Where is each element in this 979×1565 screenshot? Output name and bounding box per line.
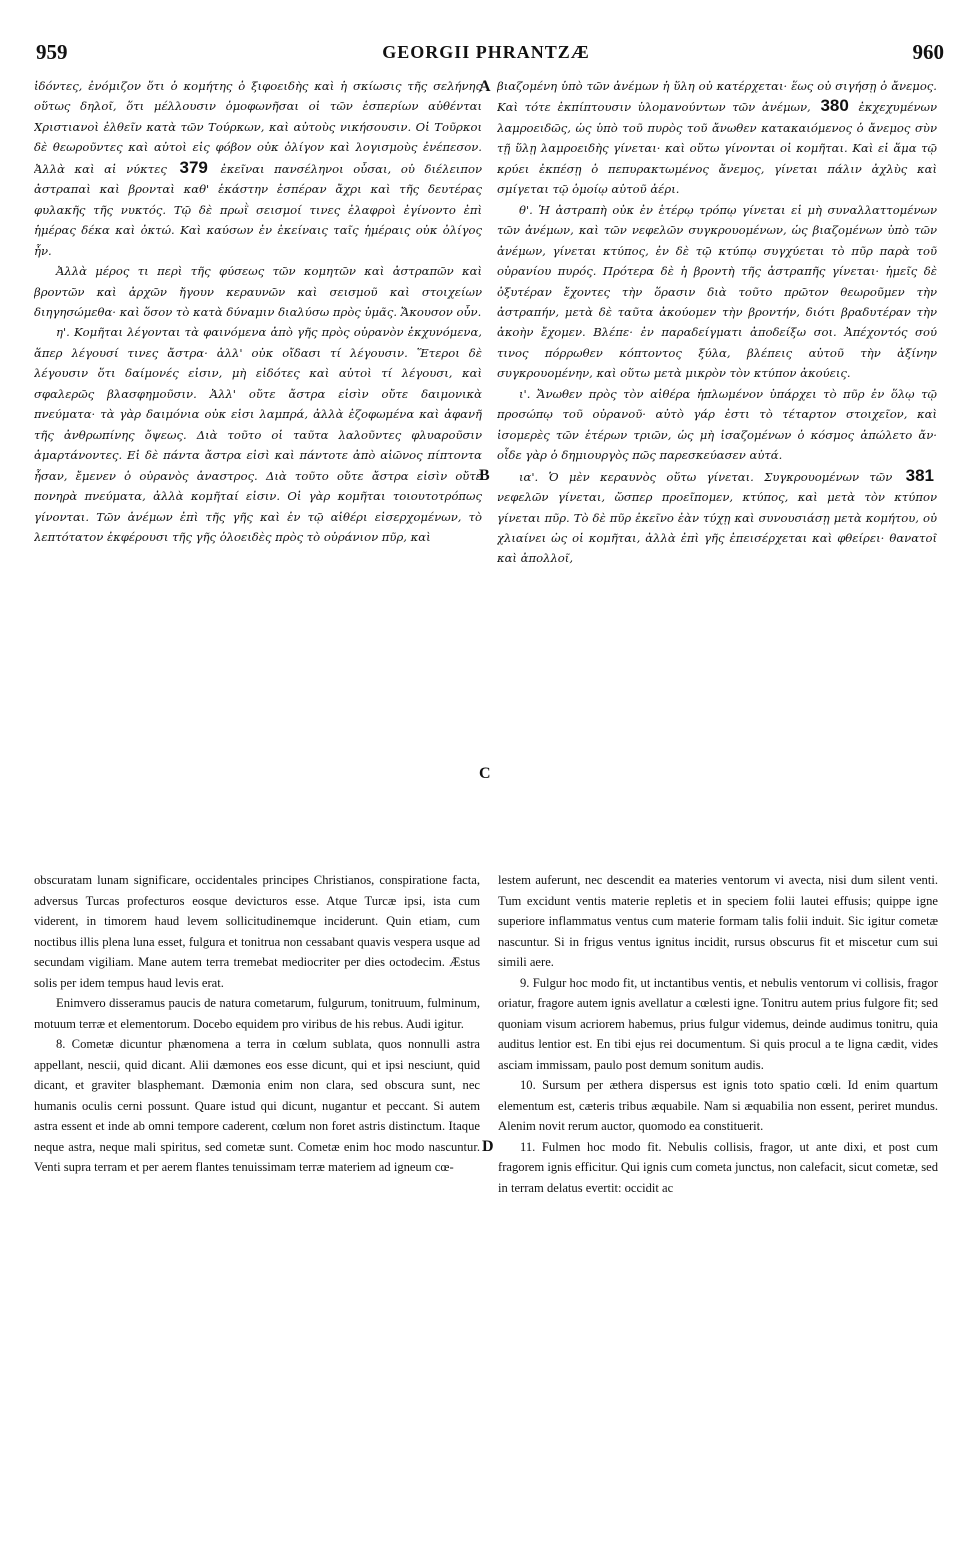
- page-number-right: 960: [912, 40, 944, 64]
- greek-text: βιαζομένη ὑπὸ τῶν ἀνέμων ἡ ὕλη οὐ κατέρχεται· ἕως οὐ σιγήσῃ ὁ ἄνεμος. Καὶ τότε ἐκπίπτουσιν ὑλομανούντων τῶν ἀνέμων,: [497, 79, 937, 115]
- latin-paragraph: lestem auferunt, nec descendit ea materies ventorum vi avecta, nisi dum silent venti. Tum excidunt ventis materie repletis et in speciem folii lautei effusis; quippe igne superiore inflammatus ventus cum materie formam talis folii induit. Sic igitur cometæ nascuntur. Si in frigus ventus ignitus incidit, rursus obscurus fit et miscetur cum sui simili aere.: [498, 873, 938, 969]
- greek-paragraph: η'. Κομῆται λέγονται τὰ φαινόμενα ἀπὸ γῆς πρὸς οὐρανὸν ἐκχυνόμενα, ἅπερ λέγουσί τινες ἄστρα· ἀλλ' οὐκ οἴδασι τί λέγουσιν. Ἕτεροι δὲ λέγουσιν ὅτι δαίμονές εἰσιν, μὴ εἰδότες καὶ αὐτοὶ τί λέγουσι, καὶ σφαλερῶς βλασφημοῦσιν. Ἀλλ' οὔτε ἄστρα εἰσὶν οὔτε δαιμονικὰ πνεύματα· τὰ γὰρ δαιμόνια οὐκ εἰσι λαμπρά, ἀλλὰ ἐζοφωμένα καὶ ἀφανῆ τῆς ἀνθρωπίνης ὄψεως. Διὰ τοῦτο οἱ ταῦτα λαλοῦντες φλυαροῦσιν ἁμαρτάνοντες. Εἰ δὲ πάντα ἄστρα εἰσὶ καὶ πάντοτε ἀπὸ αἰῶνος πίπτοντα ἦσαν, ἔμενεν ὁ οὐρανὸς ἀναστρος. Διὰ τοῦτο οὔτε ἄστρα εἰσὶν οὔτε πονηρὰ πνεύματα, ἀλλὰ κομῆταί εἰσιν. Οἱ γὰρ κομῆται τοιουτοτρόπως γίνονται. Τῶν ἀνέμων ἐπὶ τῆς γῆς καὶ ἐν τῷ αἰθέρι εἰσερχομένων, τὸ λεπτότατον ἐκφέρουσι τῆς γῆς ὁλοειδὲς πρὸς τὸ οὐράνιον πῦρ, καὶ: [34, 325, 482, 544]
- latin-paragraph: 8. Cometæ dicuntur phænomena a terra in cœlum sublata, quos nonnulli astra appellant, nescii, quid dicant. Alii dæmones eos esse dicunt, qui et ipsi nesciunt, quid dicant, et graviter blasphemant. Dæmonia enim non clara, sed obscura sunt, nec humanis oculis cerni possunt. Quare istud qui dicunt, nugantur et peccant. Si autem astra essent et inde ab omni tempore caderent, cœlum non foret astris distinctum. Itaque neque astra, neque mali spiritus, sed cometæ sunt. Cometæ enim hoc modo nascuntur. Venti supra terram et per aerem flantes tenuissimam terræ materiem ad igneum cœ-: [34, 1037, 480, 1174]
- page-header: [36, 40, 944, 70]
- margin-marker-d: D: [482, 1138, 494, 1155]
- running-title: GEORGII PHRANTZÆ: [382, 42, 590, 62]
- page-number-left: 959: [36, 40, 68, 64]
- section-number: 380: [820, 96, 849, 116]
- greek-text: ἰδόντες, ἐνόμιζον ὅτι ὁ κομήτης ὁ ξιφοειδὴς καὶ ἡ σκίωσις τῆς σελήνης οὕτως δηλοῖ, ὅτι μέλλουσιν ὁμοφωνῆσαι οἱ τῶν ἑσπερίων αὐθένται Χριστιανοὶ ἐλθεῖν κατὰ τῶν Τούρκων, καὶ αὐτοὺς νικήσουσιν. Οἱ Τοῦρκοι δὲ θεωροῦντες καὶ αὐτοὶ εἰς φόβον οὐκ ὀλίγον καὶ λογισμοὺς ἐνέπεσον. Ἀλλὰ καὶ αἱ νύκτες: [34, 79, 482, 176]
- greek-paragraph: [497, 466, 937, 569]
- greek-paragraph: [497, 76, 937, 200]
- section-number: 381: [905, 465, 934, 485]
- margin-marker-a: A: [479, 78, 491, 95]
- margin-marker-b: B: [479, 467, 490, 484]
- latin-paragraph: obscuratam lunam significare, occidentales principes Christianos, conspiratione facta, adversus Turcas profecturos eosque devicturos esse. Atque Turcæ ipsi, ista cum viderent, in timorem haud levem sollicitudinemque inciderunt. Quin etiam, cum noctibus illis plena luna esset, fulgura et tonitrua non cessabant quavis vespera usque ad secundam vigiliam. Mane autem terra tremebat mediocriter per dies octodecim. Æstus solis per idem tempus haud levis erat.: [34, 873, 480, 990]
- greek-column-right: [497, 76, 937, 796]
- latin-paragraph: 9. Fulgur hoc modo fit, ut inctantibus ventis, et nebulis ventorum vi collisis, fragor oriatur, fragore autem ignis avellatur a cœlesti igne. Tonitru autem prius fulgore fit; sed quoniam visum acriorem habemus, prius fulgur videmus, deinde audimus tonitru, quia auditus lentior est. En tibi ejus rei documentum. Si quis procul a te ligna cædit, vides asciam immissam, paulo post demum sonitum audis.: [498, 975, 938, 1072]
- latin-paragraph: Enimvero disseramus paucis de natura cometarum, fulgurum, tonitruum, fulminum, motuum terræ et elementorum. Docebo equidem pro viribus de his rebus. Audi igitur.: [34, 996, 480, 1031]
- greek-text: ια'. Ὁ μὲν κεραυνὸς οὕτω γίνεται. Συγκρουομένων τῶν: [519, 469, 893, 484]
- greek-text: νεφελῶν γίνεται, ὥσπερ προεῖπομεν, κτύπος, καὶ μετὰ τὸν κτύπον γίνεται πῦρ. Τὸ δὲ πῦρ ἐκεῖνο ἐὰν τύχῃ καὶ συνουσιάσῃ μετὰ κομήτου, οὐ χλιαίνει ὡς οἱ κομῆται, ἀλλὰ ἐπὶ γῆς ἐπεισέρχεται καὶ φθείρει· θανατοῖ καὶ ἀπολλοῖ,: [497, 490, 937, 566]
- latin-paragraph: 11. Fulmen hoc modo fit. Nebulis collisis, fragor, ut ante dixi, et post cum fragorem ignis efficitur. Qui ignis cum cometa junctus, non calefacit, sicut cometæ, sed in terram delatus evertit: occidit ac: [498, 1139, 938, 1195]
- latin-paragraph: 10. Sursum per æthera dispersus est ignis toto spatio cœli. Id enim quartum elementum est, cæteris tribus æquabile. Nam si æquabilia non essent, periret mundus. Alenim novit rerum auctor, quomodo ea constituerit.: [498, 1078, 938, 1133]
- greek-paragraph: [34, 76, 482, 261]
- greek-paragraph: ι'. Ἄνωθεν πρὸς τὸν αἰθέρα ἡπλωμένον ὑπάρχει τὸ πῦρ ἐν ὅλῳ τῷ προσώπῳ τοῦ οὐρανοῦ· αὐτὸ γάρ ἐστι τὸ τέταρτον στοιχεῖον, καὶ ἰσομερὲς τῶν ἑτέρων τριῶν, ὡς μὴ ἰσαζομένων ὁ κόσμος ἀπώλετο ἄν· οἶδε γὰρ ὁ δημιουργὸς πῶς παρεσκεύασεν αὐτά.: [497, 386, 937, 463]
- latin-column-left: [34, 870, 480, 1555]
- latin-column-right: [498, 870, 938, 1555]
- margin-marker-c: C: [479, 765, 491, 782]
- greek-paragraph: Ἀλλὰ μέρος τι περὶ τῆς φύσεως τῶν κομητῶν καὶ ἀστραπῶν καὶ βροντῶν καὶ ἀρχῶν ἤγουν κεραυνῶν καὶ σεισμοῦ καὶ στοιχείων διηγησώμεθα· καὶ ὅσον τὸ κατὰ δύναμιν διαλύσω πρὸς ὑμᾶς. Ἄκουσον οὖν.: [34, 264, 482, 319]
- greek-text: ἐκεῖναι πανσέληνοι οὖσαι, οὐ διέλειπον ἀστραπαὶ καὶ βρονταὶ καθ' ἑκάστην ἑσπέραν ἄχρι καὶ τῆς δευτέρας φυλακῆς τῆς νυκτός. Τῷ δὲ πρωῒ σεισμοί τινες ἐλαφροὶ ἐγίνοντο ἐπὶ ἡμέρας δέκα καὶ ὀκτώ. Καὶ καύσων ἐν ἐκείναις ταῖς ἡμέραις οὐκ ὀλίγος ἦν.: [34, 161, 482, 258]
- greek-paragraph: θ'. Ἡ ἀστραπὴ οὐκ ἐν ἑτέρῳ τρόπῳ γίνεται εἰ μὴ συναλλαττομένων τῶν ἀνέμων, καὶ τῶν νεφελῶν συγκρουομένων, ὡς βιαζομένων ὑπὸ τῶν ἀνέμων, γίνεται κτύπος, ἐν δὲ τῷ κτύπῳ συγχύεται τὸ πῦρ παρὰ τοῦ οὐρανίου πυρός. Πρότερα δὲ ἡ βροντὴ τῆς ἀστραπῆς γίνεται· ἡμεῖς δὲ ὀξυτέραν ἔχοντες τὴν ὅρασιν διὰ τοῦτο πρῶτον θεωροῦμεν τὴν ἀστραπήν, μετὰ δὲ ταῦτα ἀκούομεν τὴν βροντήν, διότι βραδυτέραν τὴν ἀκοὴν ἔχομεν. Βλέπε· ἐν παραδείγματι ἀποδείξω σοι. Ἀπέχοντός σού τινος πόρρωθεν κόπτοντος ξύλα, βλέπεις αὐτοῦ τὴν ἀξίνην συγκρουομένην, καὶ οὕτω μετὰ μικρὸν τὸν κτύπον ἀκούεις.: [497, 202, 937, 381]
- greek-column-left: [34, 76, 482, 836]
- greek-text: ἐκχεχυμένων λαμροειδῶς, ὡς ὑπὸ τοῦ πυρὸς τοῦ ἄνωθεν κατακαιόμενος ὁ ἄνεμος σὺν τῇ ὕλῃ λαμροειδὴς γίνεται· καὶ οὕτω γίνονται οἱ κομῆται. Καὶ εἰ ἅμα τῷ κρύει ἐκπέσῃ ὁ πεπυρακτωμένος ἄνεμος, γίνεται πάλιν ἀχλὺς καὶ σμίγεται τῷ ὁμοίῳ αὐτοῦ ἀέρι.: [497, 100, 937, 197]
- section-number: 379: [179, 157, 208, 177]
